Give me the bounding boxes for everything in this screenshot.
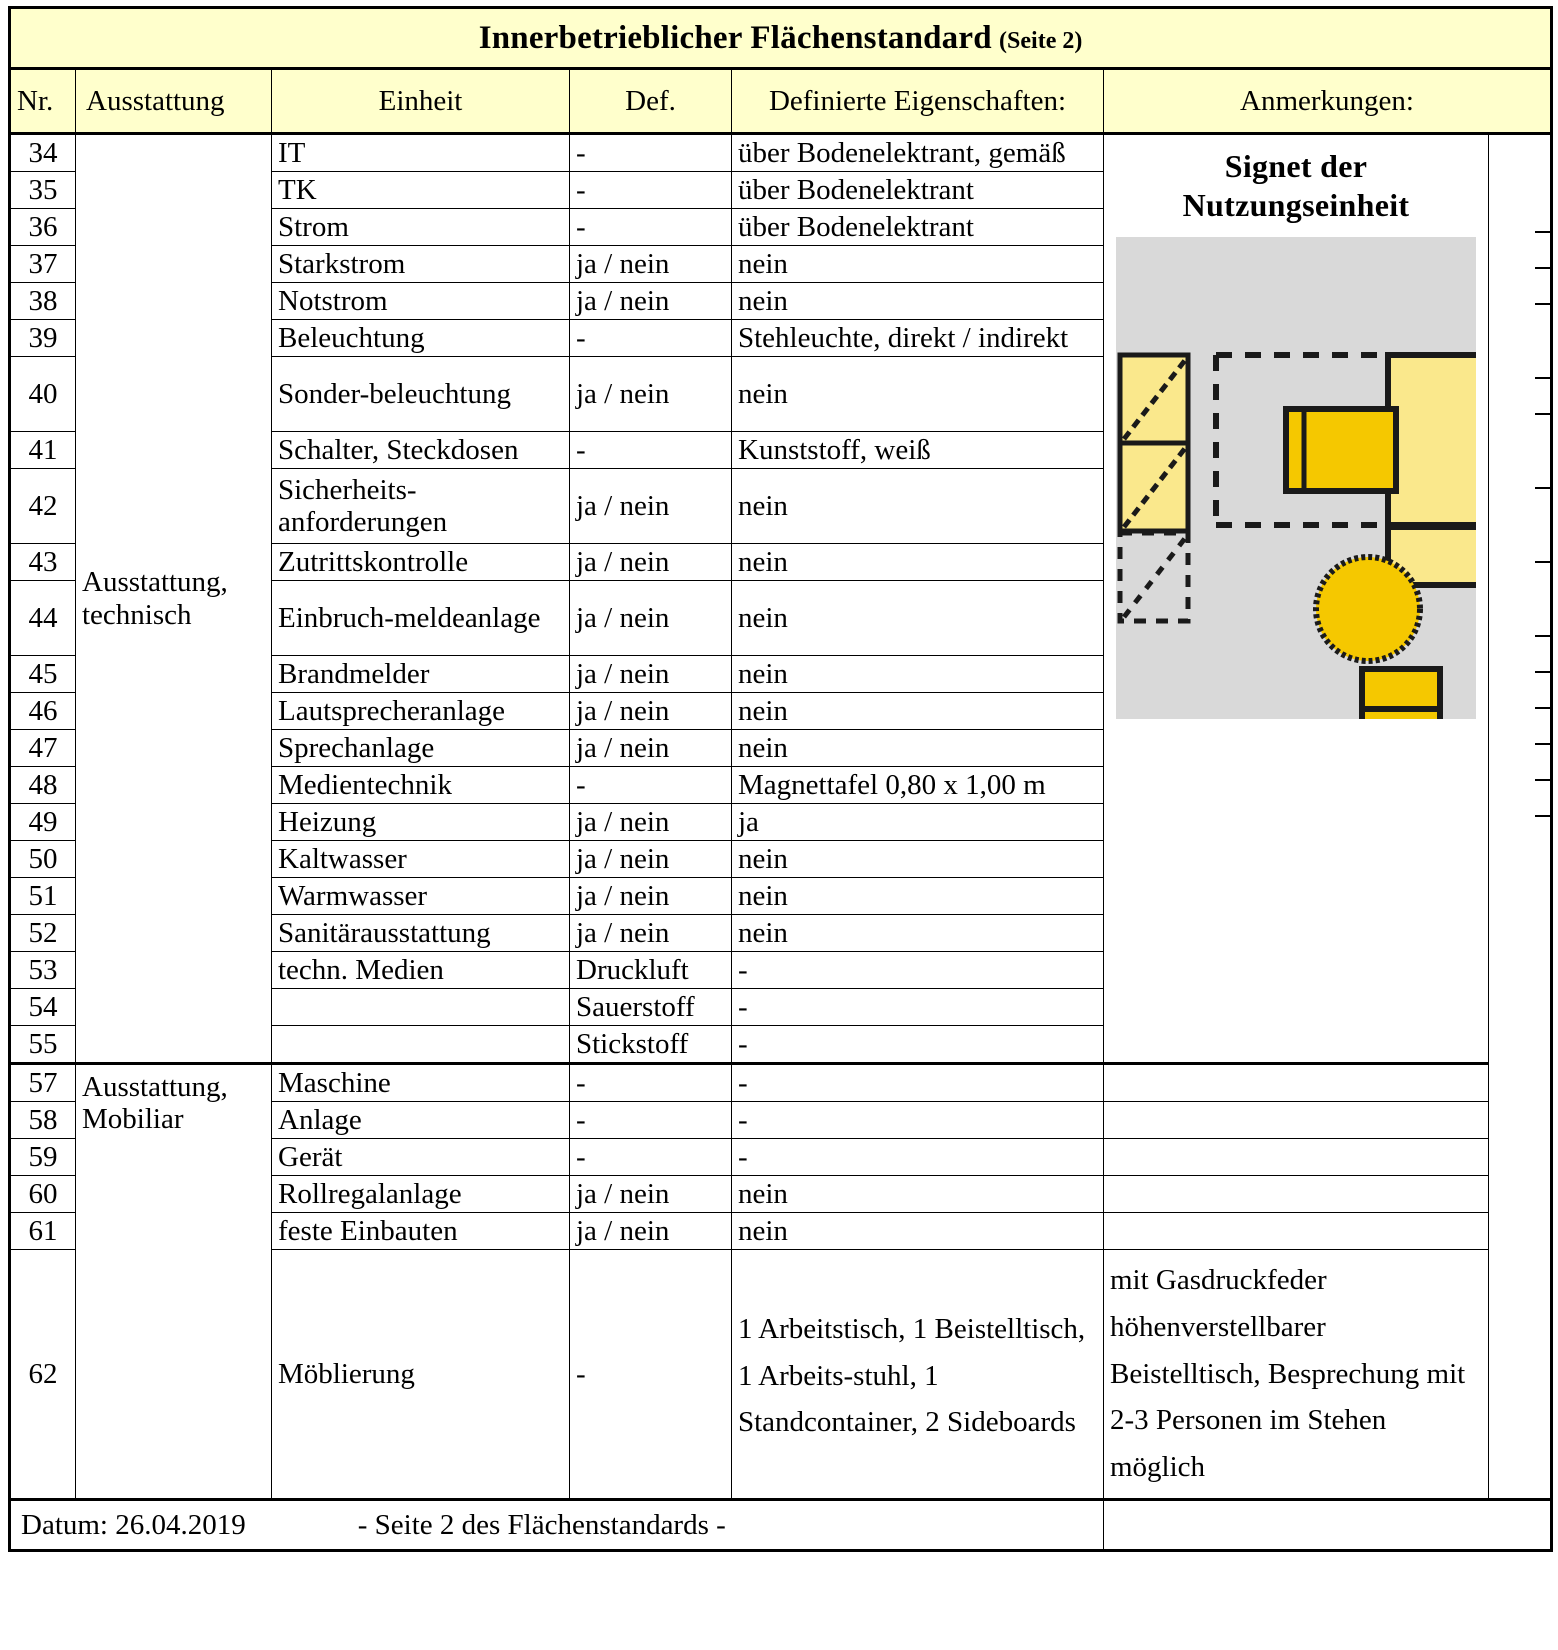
row-def: - <box>570 1139 732 1176</box>
row-einheit: Beleuchtung <box>272 320 570 357</box>
row-def: - <box>570 1102 732 1139</box>
row-einheit: Brandmelder <box>272 656 570 693</box>
signet-title-line1: Signet der <box>1224 148 1368 184</box>
row-def: - <box>570 767 732 804</box>
edge-tick <box>1535 707 1550 709</box>
row-def: ja / nein <box>570 1176 732 1213</box>
edge-tick <box>1535 377 1550 379</box>
row-number: 49 <box>10 804 76 841</box>
row-eigenschaften: - <box>732 1139 1104 1176</box>
row-einheit: Lautsprecheranlage <box>272 693 570 730</box>
row-number: 48 <box>10 767 76 804</box>
row-eigenschaften: nein <box>732 841 1104 878</box>
row-def: ja / nein <box>570 841 732 878</box>
row-def: - <box>570 1064 732 1102</box>
row-def: Druckluft <box>570 952 732 989</box>
edge-tick <box>1535 231 1550 233</box>
row-einheit: Einbruch-meldeanlage <box>272 581 570 656</box>
row-def: ja / nein <box>570 1213 732 1250</box>
row-einheit: Zutrittskontrolle <box>272 544 570 581</box>
row-eigenschaften: - <box>732 1064 1104 1102</box>
row-number: 43 <box>10 544 76 581</box>
row-eigenschaften: nein <box>732 915 1104 952</box>
signet-title-line2: Nutzungseinheit <box>1182 187 1410 224</box>
row-number: 44 <box>10 581 76 656</box>
row-number: 45 <box>10 656 76 693</box>
row-eigenschaften: - <box>732 1102 1104 1139</box>
row-def: - <box>570 134 732 172</box>
row-def: - <box>570 432 732 469</box>
row-eigenschaften: Magnettafel 0,80 x 1,00 m <box>732 767 1104 804</box>
row-eigenschaften: über Bodenelektrant <box>732 172 1104 209</box>
row-eigenschaften: nein <box>732 1176 1104 1213</box>
row-number: 40 <box>10 357 76 432</box>
row-number: 55 <box>10 1026 76 1064</box>
row-number: 34 <box>10 134 76 172</box>
row-def: ja / nein <box>570 915 732 952</box>
row-number: 59 <box>10 1139 76 1176</box>
edge-tick <box>1535 743 1550 745</box>
row-einheit <box>272 1026 570 1064</box>
row-number: 58 <box>10 1102 76 1139</box>
row-anmerkungen <box>1104 1213 1489 1250</box>
row-number: 46 <box>10 693 76 730</box>
row-number: 60 <box>10 1176 76 1213</box>
row-eigenschaften: über Bodenelektrant <box>732 209 1104 246</box>
row-def: - <box>570 1250 732 1500</box>
row-number: 54 <box>10 989 76 1026</box>
row-def: ja / nein <box>570 730 732 767</box>
row-def: ja / nein <box>570 878 732 915</box>
row-eigenschaften: nein <box>732 693 1104 730</box>
edge-tick <box>1535 635 1550 637</box>
row-einheit: Notstrom <box>272 283 570 320</box>
row-number: 61 <box>10 1213 76 1250</box>
row-eigenschaften: - <box>732 952 1104 989</box>
row-einheit: Strom <box>272 209 570 246</box>
row-number: 53 <box>10 952 76 989</box>
row-number: 52 <box>10 915 76 952</box>
row-def: ja / nein <box>570 246 732 283</box>
row-number: 41 <box>10 432 76 469</box>
row-anmerkungen: mit Gasdruckfeder höhenverstellbarer Beistelltisch, Besprechung mit 2-3 Personen im Stehen möglich <box>1104 1250 1489 1500</box>
edge-tick <box>1535 779 1550 781</box>
row-einheit: IT <box>272 134 570 172</box>
row-eigenschaften: nein <box>732 656 1104 693</box>
footer-right-empty <box>1104 1500 1552 1551</box>
row-einheit: Sonder-beleuchtung <box>272 357 570 432</box>
header-def: Def. <box>570 69 732 134</box>
footer-page-note: - Seite 2 des Flächenstandards - <box>357 1508 726 1541</box>
edge-tick <box>1535 671 1550 673</box>
signet-title <box>1110 135 1482 225</box>
row-def: ja / nein <box>570 656 732 693</box>
row-eigenschaften: Kunststoff, weiß <box>732 432 1104 469</box>
row-number: 57 <box>10 1064 76 1102</box>
header-einheit: Einheit <box>272 69 570 134</box>
row-einheit: Kaltwasser <box>272 841 570 878</box>
flaechenstandard-table <box>8 6 1553 1552</box>
row-einheit: Heizung <box>272 804 570 841</box>
row-anmerkungen <box>1104 1064 1489 1102</box>
row-eigenschaften: - <box>732 989 1104 1026</box>
row-anmerkungen <box>1104 1139 1489 1176</box>
row-eigenschaften: nein <box>732 544 1104 581</box>
row-anmerkungen <box>1104 1176 1489 1213</box>
row-eigenschaften: 1 Arbeitstisch, 1 Beistelltisch, 1 Arbeits-stuhl, 1 Standcontainer, 2 Sideboards <box>732 1250 1104 1500</box>
signet-cell <box>1104 134 1489 1064</box>
row-einheit: feste Einbauten <box>272 1213 570 1250</box>
row-number: 37 <box>10 246 76 283</box>
row-einheit: Rollregalanlage <box>272 1176 570 1213</box>
row-eigenschaften: ja <box>732 804 1104 841</box>
footer-row <box>10 1500 1552 1551</box>
signet-wrapper <box>1110 135 1482 1062</box>
row-einheit: Sicherheits-anforderungen <box>272 469 570 544</box>
row-einheit: techn. Medien <box>272 952 570 989</box>
row-einheit: Möblierung <box>272 1250 570 1500</box>
row-einheit: Sanitärausstattung <box>272 915 570 952</box>
footer-date: Datum: 26.04.2019 <box>21 1508 246 1541</box>
row-eigenschaften: nein <box>732 730 1104 767</box>
row-eigenschaften: nein <box>732 878 1104 915</box>
group-label-mobiliar: Ausstattung, Mobiliar <box>76 1064 272 1500</box>
row-number: 62 <box>10 1250 76 1500</box>
row-number: 35 <box>10 172 76 209</box>
row-def: ja / nein <box>570 283 732 320</box>
row-eigenschaften: Stehleuchte, direkt / indirekt <box>732 320 1104 357</box>
table-row <box>10 134 1552 172</box>
row-def: - <box>570 209 732 246</box>
row-einheit: TK <box>272 172 570 209</box>
row-einheit: Warmwasser <box>272 878 570 915</box>
title-sub-text: (Seite 2) <box>999 27 1083 54</box>
document-title <box>10 8 1552 69</box>
row-def: ja / nein <box>570 693 732 730</box>
row-def: Stickstoff <box>570 1026 732 1064</box>
nutzungseinheit-floorplan-icon <box>1116 237 1476 719</box>
row-number: 38 <box>10 283 76 320</box>
row-number: 42 <box>10 469 76 544</box>
edge-tick <box>1535 303 1550 305</box>
row-def: ja / nein <box>570 469 732 544</box>
row-def: ja / nein <box>570 357 732 432</box>
title-main-text: Innerbetrieblicher Flächenstandard <box>478 19 992 56</box>
row-einheit: Anlage <box>272 1102 570 1139</box>
table-row <box>10 1064 1552 1102</box>
row-def: ja / nein <box>570 804 732 841</box>
row-eigenschaften: nein <box>732 581 1104 656</box>
column-header-row <box>10 69 1552 134</box>
row-eigenschaften: nein <box>732 469 1104 544</box>
row-einheit <box>272 989 570 1026</box>
row-eigenschaften: nein <box>732 283 1104 320</box>
row-eigenschaften: über Bodenelektrant, gemäß <box>732 134 1104 172</box>
row-eigenschaften: nein <box>732 246 1104 283</box>
edge-tick <box>1535 267 1550 269</box>
edge-tick <box>1535 815 1550 817</box>
row-einheit: Starkstrom <box>272 246 570 283</box>
row-einheit: Sprechanlage <box>272 730 570 767</box>
header-eigenschaften: Definierte Eigenschaften: <box>732 69 1104 134</box>
row-def: - <box>570 320 732 357</box>
row-einheit: Maschine <box>272 1064 570 1102</box>
row-number: 36 <box>10 209 76 246</box>
row-number: 47 <box>10 730 76 767</box>
row-eigenschaften: nein <box>732 357 1104 432</box>
row-anmerkungen <box>1104 1102 1489 1139</box>
footer-left <box>10 1500 1104 1551</box>
row-number: 51 <box>10 878 76 915</box>
row-def: Sauerstoff <box>570 989 732 1026</box>
right-edge-tick-column <box>1489 134 1552 1500</box>
header-ausstattung: Ausstattung <box>76 69 272 134</box>
row-eigenschaften: nein <box>732 1213 1104 1250</box>
row-eigenschaften: - <box>732 1026 1104 1064</box>
row-def: - <box>570 172 732 209</box>
row-einheit: Schalter, Steckdosen <box>272 432 570 469</box>
header-anmerkungen: Anmerkungen: <box>1104 69 1552 134</box>
row-number: 39 <box>10 320 76 357</box>
edge-tick <box>1535 413 1550 415</box>
group-label-technisch: Ausstattung, technisch <box>76 134 272 1064</box>
row-def: ja / nein <box>570 581 732 656</box>
title-row <box>10 8 1552 69</box>
row-einheit: Gerät <box>272 1139 570 1176</box>
row-einheit: Medientechnik <box>272 767 570 804</box>
edge-tick <box>1535 561 1550 563</box>
row-def: ja / nein <box>570 544 732 581</box>
header-nr: Nr. <box>10 69 76 134</box>
row-number: 50 <box>10 841 76 878</box>
edge-tick <box>1535 487 1550 489</box>
